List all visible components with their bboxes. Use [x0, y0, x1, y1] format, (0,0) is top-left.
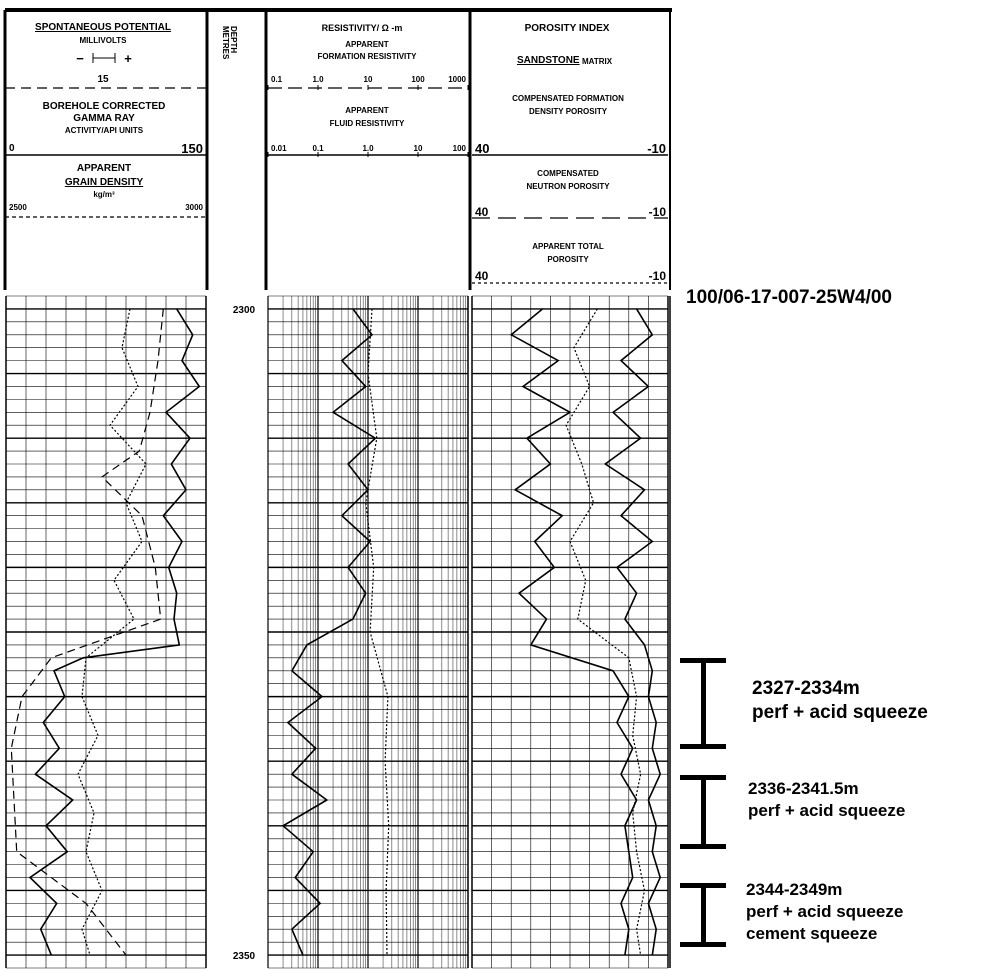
resistivity-tick-label: 0.01 [271, 144, 287, 153]
por-density-1: COMPENSATED FORMATION [512, 94, 624, 103]
rhog-title-1: APPARENT [76, 163, 132, 174]
sp-scale-arrow [93, 53, 115, 63]
bracket-bottom [680, 744, 726, 749]
por-matrix-word: MATRIX [582, 57, 613, 66]
gr-title-2: GAMMA RAY [73, 113, 135, 124]
resistivity-tick-label: 10 [363, 75, 373, 84]
resistivity-tick-labels [268, 75, 468, 157]
bracket-stem [701, 883, 706, 946]
well-id-label: 100/06-17-007-25W4/00 [686, 287, 892, 308]
interval-treatment: perf + acid squeeze [752, 702, 928, 724]
sp-plus: + [124, 51, 132, 66]
interval-note: cement squeeze [746, 923, 878, 943]
por-neutron-2: NEUTRON POROSITY [526, 182, 610, 191]
gr-min: 0 [9, 143, 15, 154]
bracket-stem [701, 658, 706, 748]
por-total-right: -10 [648, 269, 666, 283]
por-matrix-name: SANDSTONE [517, 55, 580, 66]
por-neutron-1: COMPENSATED [537, 169, 599, 178]
bracket-bottom [680, 844, 726, 849]
rhog-title-2: GRAIN DENSITY [64, 177, 144, 188]
resistivity-tick-label: 0.1 [312, 144, 324, 153]
resistivity-tick-label: 100 [452, 144, 466, 153]
resistivity-tick-label: 100 [411, 75, 425, 84]
res-title: RESISTIVITY/ Ω -m [321, 23, 403, 33]
resistivity-tick-label: 0.1 [271, 75, 283, 84]
interval-range: 2336-2341.5m [748, 779, 859, 798]
por-total-1: APPARENT TOTAL [532, 242, 604, 251]
depth-label-2: METRES [221, 26, 230, 60]
resistivity-tick-label: 1000 [448, 75, 466, 84]
log-grid [6, 296, 670, 968]
depth-labels [233, 305, 256, 962]
res-formation-2: FORMATION RESISTIVITY [317, 52, 417, 61]
res-fluid-2: FLUID RESISTIVITY [329, 119, 405, 128]
por-total-2: POROSITY [547, 255, 589, 264]
interval-treatment: perf + acid squeeze [748, 800, 906, 820]
por-density-right: -10 [647, 141, 666, 156]
res-fluid-1: APPARENT [345, 106, 389, 115]
bracket-bottom [680, 942, 726, 947]
interval-label [748, 778, 905, 822]
sp-title: SPONTANEOUS POTENTIAL [35, 22, 171, 33]
header-text [9, 22, 666, 283]
interval-range: 2327-2334m [752, 678, 860, 699]
resistivity-tick-label: 10 [413, 144, 423, 153]
por-total-left: 40 [475, 269, 489, 283]
gr-title-1: BOREHOLE CORRECTED [42, 101, 166, 112]
por-density-left: 40 [475, 141, 490, 156]
bracket-stem [701, 775, 706, 848]
depth-label: 2300 [232, 304, 256, 316]
sp-minus: − [76, 51, 84, 66]
interval-range: 2344-2349m [746, 880, 843, 899]
por-density-2: DENSITY POROSITY [528, 107, 608, 116]
por-title: POROSITY INDEX [524, 23, 610, 34]
gr-unit: ACTIVITY/API UNITS [64, 126, 144, 135]
rhog-unit: kg/m³ [93, 190, 115, 199]
rhog-max: 3000 [185, 203, 203, 212]
por-neutron-right: -10 [648, 205, 666, 219]
sp-scale: 15 [97, 74, 109, 85]
depth-label: 2350 [232, 951, 256, 963]
por-neutron-left: 40 [475, 205, 489, 219]
resistivity-tick-label: 1.0 [362, 144, 374, 153]
interval-label [752, 677, 928, 726]
res-formation-1: APPARENT [345, 40, 389, 49]
interval-treatment: perf + acid squeeze [746, 901, 904, 921]
depth-label-1: DEPTH [229, 26, 238, 54]
resistivity-tick-label: 1.0 [312, 75, 324, 84]
interval-label [746, 879, 903, 944]
gr-max: 150 [181, 141, 203, 156]
sp-unit: MILLIVOLTS [79, 36, 127, 45]
rhog-min: 2500 [9, 203, 27, 212]
